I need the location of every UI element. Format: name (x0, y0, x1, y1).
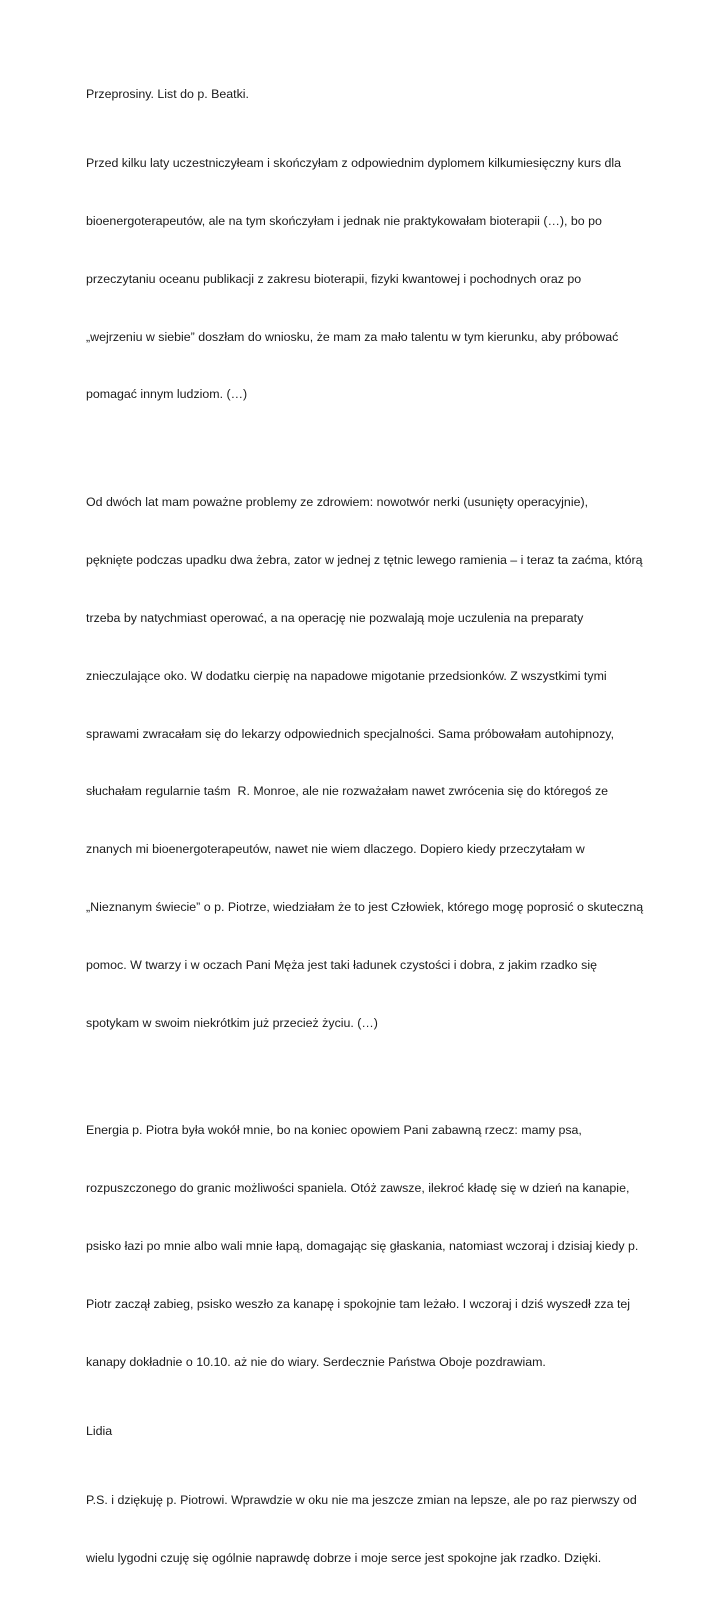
text-line: Od dwóch lat mam poważne problemy ze zdrowiem: nowotwór nerki (usunięty operacyjnie), (86, 494, 589, 509)
text-line: P.S. i dziękuję p. Piotrowi. Wprawdzie w oku nie ma jeszcze zmian na lepsze, ale po raz pierwszy od (86, 1492, 637, 1507)
text-line: pomagać innym ludziom. (…) (86, 387, 248, 402)
text-line: wielu lygodni czuję się ogólnie naprawdę dobrze i moje serce jest spokojne jak rzadko. Dzięki. (86, 1550, 602, 1565)
document-body (86, 85, 646, 1618)
text-line: trzeba by natychmiast operować, a na operację nie pozwalają moje uczulenia na preparaty (86, 610, 584, 625)
text-line: pęknięte podczas upadku dwa żebra, zator w jednej z tętnic lewego ramienia – i teraz ta zaćma, którą (86, 552, 643, 567)
document-title: Przeprosiny. List do p. Beatki. (86, 87, 249, 101)
text-line: spotykam w swoim niekrótkim już przecież życiu. (…) (86, 1015, 378, 1030)
text-line: bioenergoterapeutów, ale na tym skończyłam i jednak nie praktykowałam bioterapii (…), bo po (86, 213, 602, 228)
paragraph-course (86, 115, 646, 443)
signature: Lidia (86, 1423, 113, 1438)
text-line: rozpuszczonego do granic możliwości spaniela. Otóż zawsze, ilekroć kładę się w dzień na kanapie, (86, 1181, 630, 1196)
text-line: sprawami zwracałam się do lekarzy odpowiednich specjalności. Sama próbowałam autohipnozy, (86, 726, 615, 741)
text-line: przeczytaniu oceanu publikacji z zakresu bioterapii, fizyki kwantowej i pochodnych oraz po (86, 271, 582, 286)
text-line: Przed kilku laty uczestniczyłeam i skończyłam z odpowiednim dyplomem kilkumiesięczny kurs dla (86, 155, 622, 170)
text-line: Energia p. Piotra była wokół mnie, bo na koniec opowiem Pani zabawną rzecz: mamy psa, (86, 1123, 582, 1138)
text-line: „wejrzeniu w siebie” doszłam do wniosku, że mam za mało talentu w tym kierunku, aby próbować (86, 329, 619, 344)
text-line: znanych mi bioenergoterapeutów, nawet nie wiem dlaczego. Dopiero kiedy przeczytałam w (86, 842, 585, 857)
text-line: pomoc. W twarzy i w oczach Pani Męża jest taki ładunek czystości i dobra, z jakim rzadko się (86, 958, 597, 973)
text-line: „Nieznanym świecie” o p. Piotrze, wiedziałam że to jest Człowiek, którego mogę poprosić o skuteczną (86, 900, 644, 915)
text-line: Piotr zaczął zabieg, psisko weszło za kanapę i spokojnie tam leżało. I wczoraj i dziś wyszedł zza tej (86, 1297, 631, 1312)
paragraph-health (86, 454, 646, 1072)
text-line: słuchałam regularnie taśm R. Monroe, ale nie rozważałam nawet zwrócenia się do któregoś ze (86, 784, 609, 799)
postscript (86, 1452, 646, 1606)
text-line: znieczulające oko. W dodatku cierpię na napadowe migotanie przedsionków. Z wszystkimi tymi (86, 668, 607, 683)
paragraph-dog (86, 1083, 646, 1411)
text-line: kanapy dokładnie o 10.10. aż nie do wiary. Serdecznie Państwa Oboje pozdrawiam. (86, 1355, 546, 1369)
text-line: psisko łazi po mnie albo wali mnie łapą, domagając się głaskania, natomiast wczoraj i dzisiaj kiedy p. (86, 1239, 639, 1254)
